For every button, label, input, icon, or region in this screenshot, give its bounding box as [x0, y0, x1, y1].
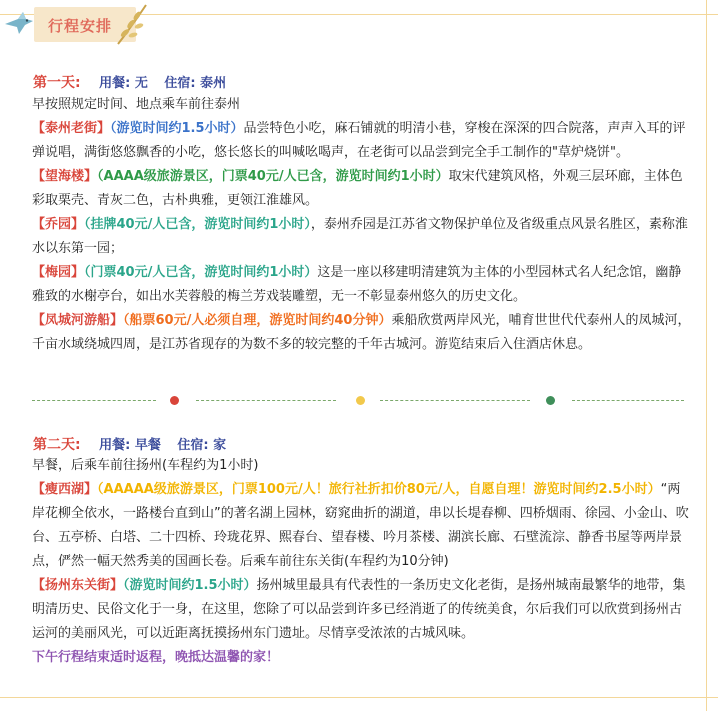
day1-item — [32, 117, 692, 165]
attraction-note: （游览时间约1.5小时） — [110, 121, 244, 136]
attraction-tag: 【乔园】 — [32, 217, 85, 232]
leaf-icon — [112, 2, 152, 46]
day1-item — [32, 309, 692, 357]
day2-intro: 早餐，后乘车前往扬州(车程约为1小时) — [32, 458, 259, 473]
day1-meal: 用餐: 无 — [99, 76, 148, 91]
attraction-desc: 取宋代建筑风格，外观三层环廊，主体色彩取栗壳、青灰二色，古朴典雅，更领江淮雄风。 — [32, 169, 683, 208]
day2-header — [33, 434, 226, 454]
divider-line — [572, 400, 684, 402]
attraction-note: （AAAA级旅游景区，门票40元/人已含，游览时间约1小时） — [97, 169, 449, 184]
day2-label: 第二天: — [33, 437, 81, 453]
bottom-border — [0, 697, 718, 698]
attraction-desc: 扬州城里最具有代表性的一条历史文化老街，是扬州城南最繁华的地带，集明清历史、民俗文化于一身，在这里，您除了可以品尝到许多已经消逝了的传统美食，尔后我们可以欣赏到扬州古运河的美丽风光，可以近距离抚摸扬州东门遗址。尽情享受浓浓的古城风味。 — [32, 578, 686, 641]
bird-icon — [2, 8, 36, 38]
page-title: 行程安排 — [48, 17, 113, 35]
attraction-note: （船票60元/人必须自理，游览时间约40分钟） — [123, 313, 392, 328]
red-dot — [170, 396, 179, 405]
attraction-tag: 【梅园】 — [32, 265, 85, 280]
attraction-desc: ，泰州乔园是江苏省文物保护单位及省级重点风景名胜区，素称淮水以东第一园； — [32, 217, 688, 256]
attraction-desc: 品尝特色小吃，麻石铺就的明清小巷，穿梭在深深的四合院落，声声入耳的评弹说唱，满街悠悠飘香的小吃，悠长悠长的叫喊吆喝声，在老街可以品尝到完全手工制作的"草炉烧饼"。 — [32, 121, 686, 160]
divider-line — [380, 400, 530, 402]
day2-content — [32, 454, 692, 670]
day1-label: 第一天: — [33, 75, 81, 91]
attraction-desc: “两岸花柳全依水，一路楼台直到山”的著名湖上园林，窈窕曲折的湖道，串以长堤春柳、四桥烟雨、徐园、小金山、吹台、五亭桥、白塔、二十四桥、玲珑花界、熙春台、望春楼、吟月茶楼、湖滨长廊、石壁流淙、静香书屋等两岸景点，俨然一幅天然秀美的国画长卷。后乘车前往东关街(车程约为10分钟) — [32, 482, 689, 569]
day1-intro: 早按照规定时间、地点乘车前往泰州 — [32, 97, 241, 112]
attraction-tag: 【望海楼】 — [32, 169, 98, 184]
attraction-desc: 这是一座以移建明清建筑为主体的小型园林式名人纪念馆，幽静雅致的水榭亭台，如出水芙蓉般的梅兰芳戏装雕塑，无一不彰显泰州悠久的历史文化。 — [32, 265, 682, 304]
attraction-desc: 乘船欣赏两岸风光，哺育世世代代泰州人的凤城河，千亩水域绕城四周，是江苏省现存的为数不多的较完整的千年古城河。游览结束后入住酒店休息。 — [32, 313, 691, 352]
day1-header — [33, 72, 226, 92]
divider-line — [32, 400, 156, 402]
attraction-tag: 【凤城河游船】 — [32, 313, 124, 328]
yellow-dot — [356, 396, 365, 405]
day1-item — [32, 213, 692, 261]
day1-item — [32, 261, 692, 309]
day1-stay: 住宿: 泰州 — [164, 76, 227, 91]
attraction-note: （AAAAA级旅游景区，门票100元/人！旅行社折扣价80元/人，自愿自理！游览时间约2.5小时） — [97, 482, 661, 497]
day2-item — [32, 478, 692, 574]
day2-meal: 用餐: 早餐 — [99, 438, 161, 453]
day1-item — [32, 165, 692, 213]
attraction-note: （门票40元/人已含，游览时间约1小时） — [84, 265, 318, 280]
attraction-tag: 【泰州老街】 — [32, 121, 111, 136]
day1-content — [32, 93, 692, 357]
right-border — [706, 0, 707, 711]
attraction-tag: 【瘦西湖】 — [32, 482, 98, 497]
attraction-tag: 【扬州东关街】 — [32, 578, 124, 593]
closing-note: 下午行程结束适时返程，晚抵达温馨的家！ — [32, 650, 280, 665]
divider-line — [196, 400, 336, 402]
attraction-note: （游览时间约1.5小时） — [123, 578, 257, 593]
day2-stay: 住宿: 家 — [177, 438, 227, 453]
green-dot — [546, 396, 555, 405]
day2-item — [32, 574, 692, 646]
attraction-note: （挂牌40元/人已含，游览时间约1小时） — [84, 217, 311, 232]
